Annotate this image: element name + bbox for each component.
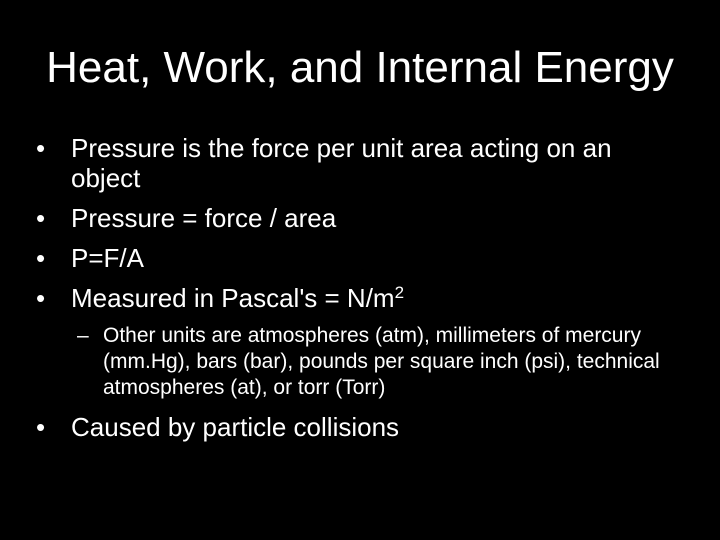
bullet-item xyxy=(36,243,676,273)
bullet-item xyxy=(36,412,676,442)
bullet-marker: • xyxy=(36,133,46,163)
bullet-item xyxy=(36,283,676,313)
sub-bullet-item xyxy=(36,323,676,401)
bullet-text: Pressure is the force per unit area acting on an object xyxy=(71,133,612,193)
sub-bullet-text: Other units are atmospheres (atm), millimeters of mercury (mm.Hg), bars (bar), pounds per square inch (psi), technical atmospheres (at), or torr (Torr) xyxy=(103,324,660,399)
slide-title: Heat, Work, and Internal Energy xyxy=(46,43,674,92)
bullet-list xyxy=(36,133,676,452)
bullet-item xyxy=(36,133,676,193)
bullet-marker: • xyxy=(36,283,46,313)
bullet-text: Pressure = force / area xyxy=(71,203,337,233)
bullet-item xyxy=(36,203,676,233)
bullet-text: Measured in Pascal's = N/m xyxy=(71,283,395,313)
bullet-marker: • xyxy=(36,243,46,273)
bullet-marker: • xyxy=(36,412,46,442)
sub-bullet-marker: – xyxy=(77,324,89,347)
bullet-text: Caused by particle collisions xyxy=(71,412,400,442)
superscript-exponent: 2 xyxy=(394,283,405,302)
bullet-text: P=F/A xyxy=(71,243,144,273)
bullet-marker: • xyxy=(36,203,46,233)
